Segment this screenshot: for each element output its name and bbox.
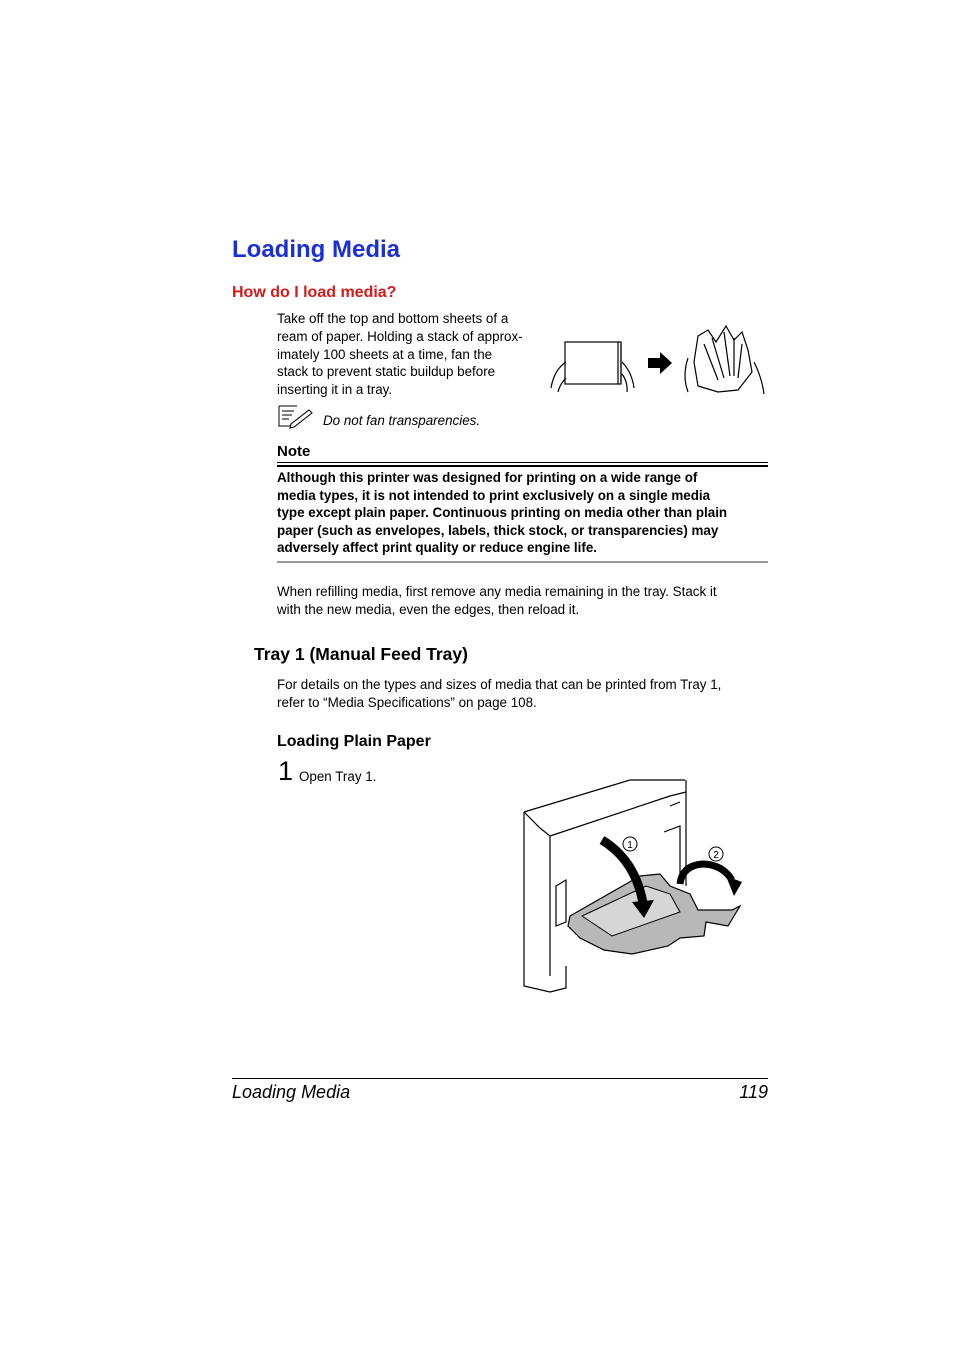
refill-line: When refilling media, first remove any media remaining in the tray. Stack it xyxy=(277,584,717,599)
printer-latch xyxy=(556,880,566,926)
callout-2-label: 2 xyxy=(713,850,719,861)
note-body xyxy=(277,469,768,557)
step-text: Open Tray 1. xyxy=(299,769,377,784)
page-number: 119 xyxy=(739,1082,768,1102)
note-heading: Note xyxy=(277,443,311,460)
intro-line: imately 100 sheets at a time, fan the xyxy=(277,346,493,362)
note-line: Although this printer was designed for printing on a wide range of xyxy=(277,470,698,485)
curved-arrow-icon xyxy=(726,876,742,896)
printer-tray-illustration xyxy=(520,776,752,994)
left-hand-shape xyxy=(551,362,566,392)
footer-title: Loading Media xyxy=(232,1082,351,1102)
refill-paragraph xyxy=(277,583,768,619)
note-rule-top-thick xyxy=(277,465,768,467)
fanned-sheets xyxy=(704,332,742,380)
fan-paper-illustration xyxy=(548,322,770,398)
callout-2-arrow-body xyxy=(680,864,732,884)
tray-line: For details on the types and sizes of media that can be printed from Tray 1, xyxy=(277,677,722,692)
tray-line: refer to “Media Specifications” on page 108. xyxy=(277,694,537,710)
paper-stack-shape xyxy=(565,342,621,384)
footer-rule xyxy=(232,1078,768,1079)
intro-line: Take off the top and bottom sheets of a xyxy=(277,311,509,326)
tip-text: Do not fan transparencies. xyxy=(323,413,481,428)
note-rule-bottom xyxy=(277,561,768,563)
tray-paragraph xyxy=(277,676,768,712)
intro-paragraph xyxy=(277,310,547,399)
tray-heading: Tray 1 (Manual Feed Tray) xyxy=(254,644,468,664)
intro-line: inserting it in a tray. xyxy=(277,382,393,398)
note-rule-top xyxy=(277,462,768,463)
fanned-paper-shape xyxy=(694,326,752,392)
note-line: paper (such as envelopes, labels, thick stock, or transparencies) may xyxy=(277,522,719,538)
stack-edge xyxy=(618,342,621,384)
right-hand-shape xyxy=(622,362,634,392)
intro-line: ream of paper. Holding a stack of approx- xyxy=(277,328,523,344)
step-number: 1 xyxy=(278,756,294,786)
note-line: type except plain paper. Continuous printing on media other than plain xyxy=(277,505,728,521)
right-arrow-icon xyxy=(648,352,672,374)
printer-panel xyxy=(664,802,680,876)
note-line: media types, it is not intended to print exclusively on a single media xyxy=(277,487,711,503)
intro-line: stack to prevent static buildup before xyxy=(277,364,496,380)
section-heading: How do I load media? xyxy=(232,284,397,301)
callout-1-label: 1 xyxy=(627,840,633,851)
printer-side xyxy=(550,780,686,886)
note-pencil-icon xyxy=(277,404,313,430)
note-line: adversely affect print quality or reduce engine life. xyxy=(277,540,597,556)
refill-line: with the new media, even the edges, then reload it. xyxy=(277,601,580,617)
page-title: Loading Media xyxy=(232,236,400,263)
sub-heading: Loading Plain Paper xyxy=(277,733,431,750)
